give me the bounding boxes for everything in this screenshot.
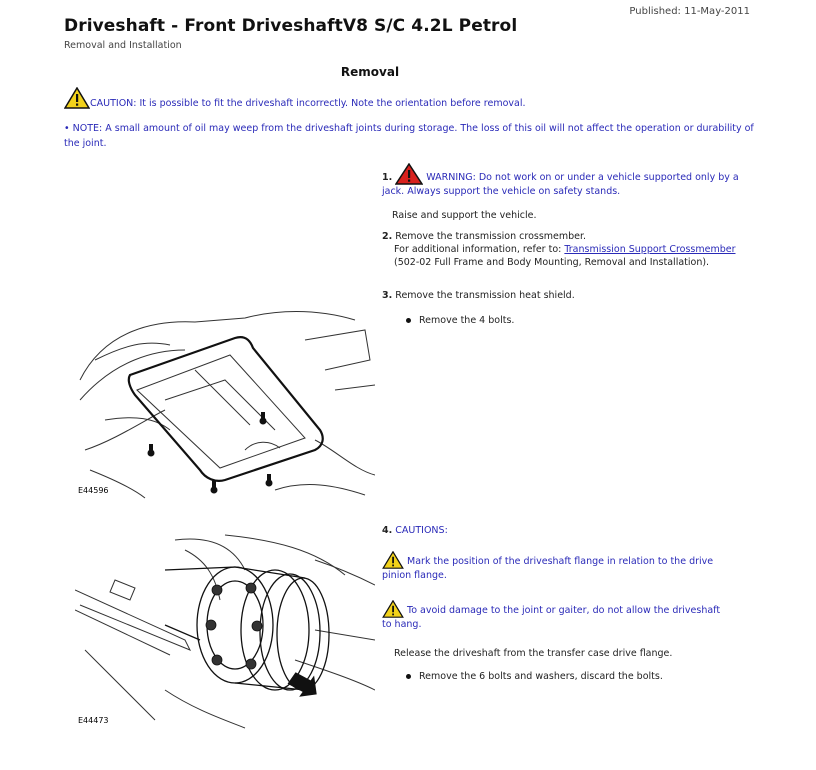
figure-1-label: E44596 <box>78 486 109 495</box>
step-3-bullet <box>406 315 514 326</box>
step-3-bullet-text: Remove the 4 bolts. <box>419 315 515 326</box>
heat-shield-illustration <box>75 300 375 500</box>
step-4-label: CAUTIONS: <box>395 525 448 536</box>
step-4-caution-2-text: To avoid damage to the joint or gaiter, do not allow the driveshaft to hang. <box>382 605 721 630</box>
bullet-dot <box>406 674 411 679</box>
step-3-text: Remove the transmission heat shield. <box>395 290 575 301</box>
note-text: • NOTE: A small amount of oil may weep from the driveshaft joints during storage. The loss of this oil will not affect the operation or durability of the joint. <box>64 123 754 149</box>
caution-icon <box>64 87 90 109</box>
page-title: Driveshaft - Front DriveshaftV8 S/C 4.2L Petrol <box>64 16 518 36</box>
step-4 <box>382 525 448 536</box>
step-1 <box>382 163 752 199</box>
caution-icon <box>382 600 404 618</box>
step-1-text: Raise and support the vehicle. <box>392 210 537 221</box>
driveshaft-flange-illustration <box>75 530 375 730</box>
step-4-bullet <box>406 671 663 682</box>
step-1-warning: WARNING: Do not work on or under a vehicle supported only by a jack. Always support the vehicle on safety stands. <box>382 172 739 197</box>
caution-top-text: CAUTION: It is possible to fit the driveshaft incorrectly. Note the orientation before removal. <box>90 98 526 109</box>
published-date: Published: 11-May-2011 <box>629 6 750 17</box>
caution-icon <box>382 551 404 569</box>
step-4-bullet-text: Remove the 6 bolts and washers, discard the bolts. <box>419 671 663 682</box>
section-title: Removal <box>340 65 400 79</box>
step-2 <box>382 230 742 269</box>
step-3-number: 3. <box>382 290 393 301</box>
step-4-caution-1-text: Mark the position of the driveshaft flange in relation to the drive pinion flange. <box>382 556 714 581</box>
warning-icon <box>395 163 423 185</box>
page-subtitle: Removal and Installation <box>64 40 182 51</box>
step-4-text: Release the driveshaft from the transfer case drive flange. <box>394 648 673 659</box>
step-2-ref-prefix: For additional information, refer to: <box>394 244 565 255</box>
crossmember-link[interactable]: Transmission Support Crossmember <box>564 244 736 255</box>
step-2-number: 2. <box>382 231 393 242</box>
step-1-number: 1. <box>382 172 393 183</box>
step-3 <box>382 290 575 301</box>
step-2-text: Remove the transmission crossmember. <box>395 231 587 242</box>
figure-2-label: E44473 <box>78 716 109 725</box>
bullet-dot <box>406 318 411 323</box>
caution-top <box>64 87 526 109</box>
step-4-caution-1 <box>382 551 732 583</box>
step-4-caution-2 <box>382 600 732 632</box>
step-2-ref-suffix: (502-02 Full Frame and Body Mounting, Removal and Installation). <box>394 257 710 268</box>
step-4-number: 4. <box>382 525 393 536</box>
